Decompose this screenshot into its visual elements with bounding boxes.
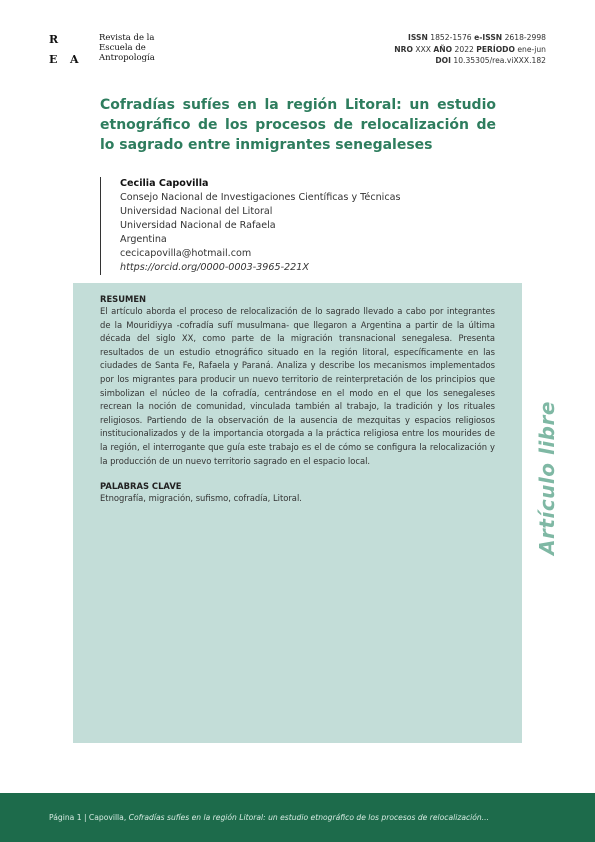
doi-line bbox=[394, 55, 546, 67]
author-block bbox=[100, 177, 440, 275]
periodo-label: PERÍODO bbox=[476, 44, 515, 54]
eissn-value: 2618-2998 bbox=[504, 33, 546, 42]
abstract-box bbox=[73, 283, 522, 743]
doi-value[interactable]: 10.35305/rea.viXXX.182 bbox=[453, 56, 546, 65]
periodo-value: ene-jun bbox=[517, 44, 546, 54]
author-email[interactable]: cecicapovilla@hotmail.com bbox=[120, 248, 252, 259]
abstract-text: El artículo aborda el proceso de relocalización de lo sagrado llevado a cabo por integrantes de la Mouridiyya -cofradía sufí musulmana- que llegaron a Argentina a partir de la última década del siglo XX, como parte de la migración transnacional senegalesa. Presenta resultados de un estudio etnográfico situado en la región litoral, específicamente en las ciudades de Santa Fe, Rafaela y Paraná. Analiza y describe los mecanismos implementados por los migrantes para producir un nuevo territorio de reinterpretación de los principios que simbolizan el núcleo de la cofradía, centrándose en el modo en el que los senegaleses recrean la noción de comunidad, vinculada también al trabajo, la tradición y los rituales religiosos. Partiendo de la observación de la ausencia de mezquitas y espacios religiosos institucionalizados y de la importancia otorgada a la práctica religiosa entre los mourides de la región, el interrogante que guía este trabajo es el de cómo se configura la relocalización y la producción de un nuevo territorio sagrado en el espacio local. bbox=[100, 306, 495, 466]
article-title: Cofradías sufíes en la región Litoral: un estudio etnográfico de los procesos de relocalización de lo sagrado entre inmigrantes senegaleses bbox=[100, 97, 496, 153]
journal-name-line: Escuela de bbox=[99, 43, 146, 53]
affiliation: Argentina bbox=[120, 234, 167, 245]
nro-label: NRO bbox=[394, 44, 413, 54]
article-type-label: Artículo libre bbox=[535, 401, 559, 555]
affiliation: Universidad Nacional de Rafaela bbox=[120, 220, 276, 231]
affiliation: Universidad Nacional del Litoral bbox=[120, 206, 273, 217]
anio-label: AÑO bbox=[433, 44, 453, 54]
issn-value: 1852-1576 bbox=[430, 33, 472, 42]
logo-letter-r: R bbox=[49, 33, 59, 46]
issue-line bbox=[394, 44, 546, 56]
issn-line bbox=[394, 32, 546, 44]
keywords-heading: PALABRAS CLAVE bbox=[100, 481, 182, 492]
eissn-label: e-ISSN bbox=[474, 33, 503, 42]
journal-name-line: Revista de la bbox=[99, 33, 155, 43]
doi-label: DOI bbox=[435, 56, 451, 65]
abstract-heading: RESUMEN bbox=[100, 294, 147, 304]
anio-value: 2022 bbox=[454, 44, 474, 54]
publication-metadata bbox=[394, 32, 546, 67]
page-footer bbox=[0, 793, 595, 842]
nro-value: XXX bbox=[415, 44, 431, 54]
author-name: Cecilia Capovilla bbox=[120, 178, 209, 189]
footer-article-title: Cofradías sufíes en la región Litoral: un estudio etnográfico de los procesos de relocalización... bbox=[128, 813, 489, 822]
logo-letter-e: E bbox=[49, 53, 58, 66]
affiliation: Consejo Nacional de Investigaciones Científicas y Técnicas bbox=[120, 192, 401, 203]
keywords-text: Etnografía, migración, sufismo, cofradía, Litoral. bbox=[100, 493, 302, 504]
footer-page-info: Página 1 | Capovilla, bbox=[49, 813, 127, 822]
author-orcid-link[interactable]: https://orcid.org/0000-0003-3965-221X bbox=[120, 262, 309, 273]
journal-name-line: Antropología bbox=[99, 53, 155, 63]
journal-name bbox=[99, 33, 189, 63]
issn-label: ISSN bbox=[408, 33, 428, 42]
logo-letter-a: A bbox=[70, 53, 79, 66]
